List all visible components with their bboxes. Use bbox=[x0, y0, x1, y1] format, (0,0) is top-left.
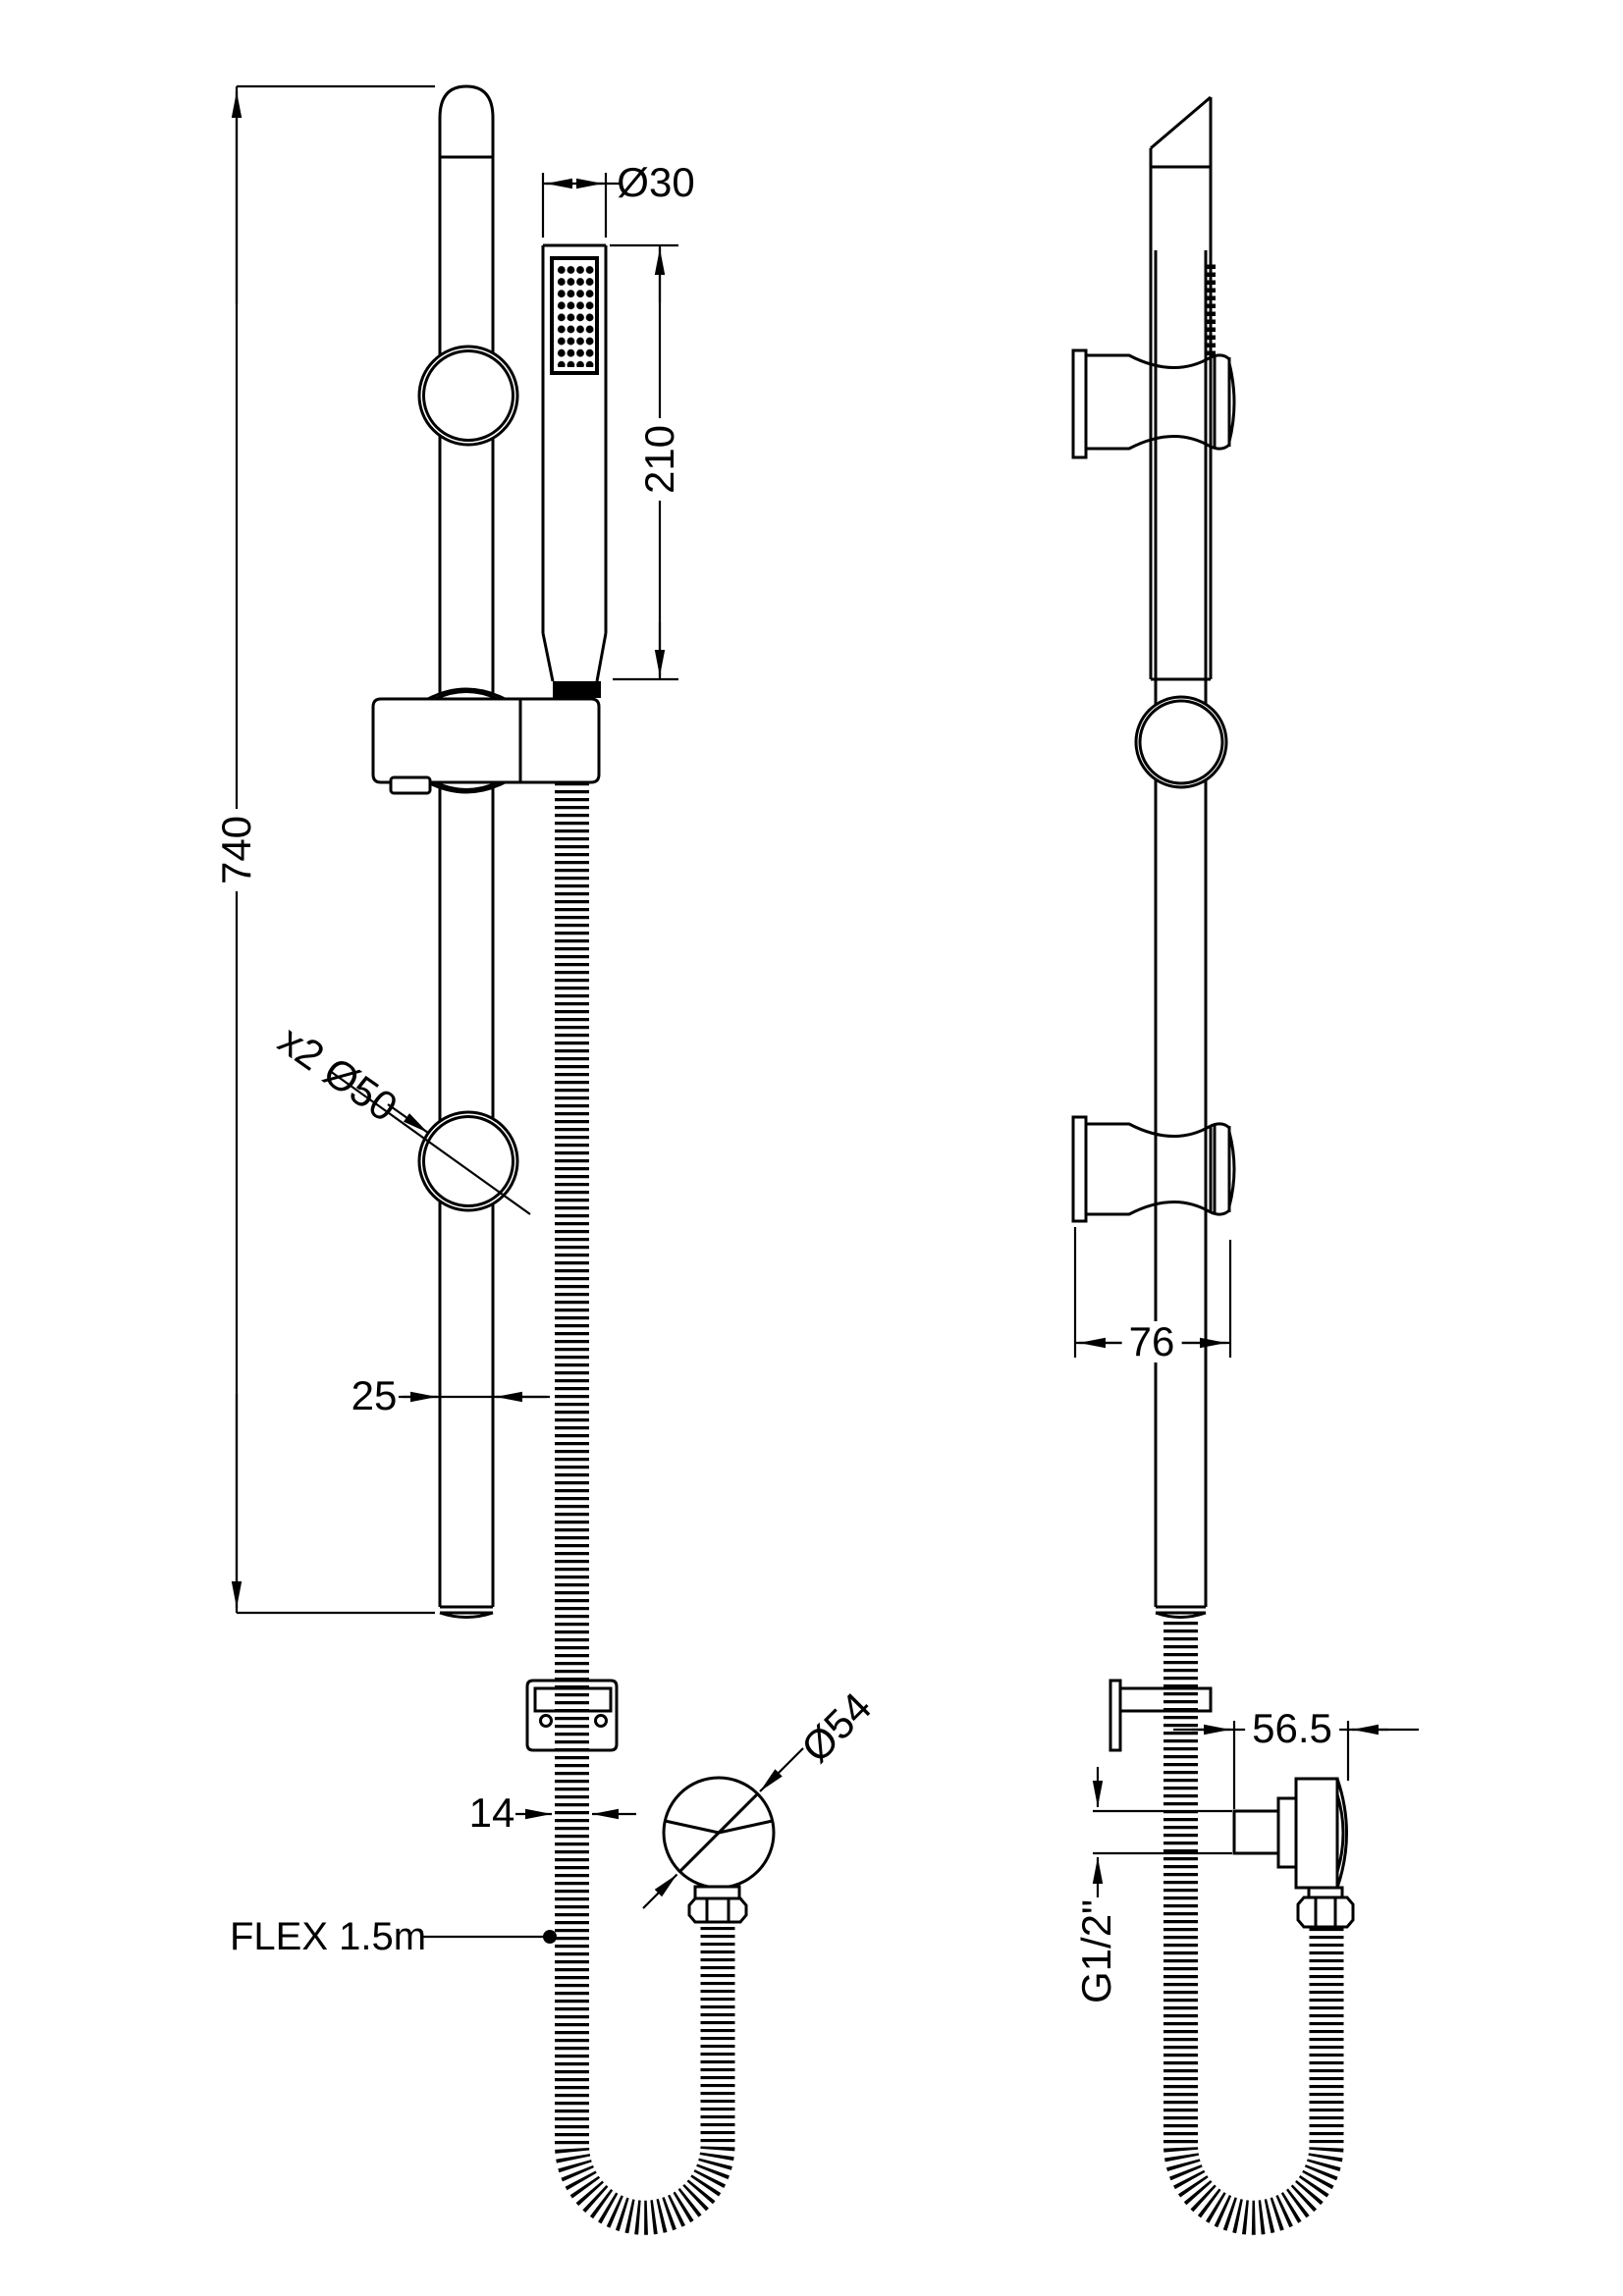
dim-g12-lines bbox=[1093, 1767, 1232, 1897]
hose-length-note-label: FLEX 1.5m bbox=[229, 1915, 427, 1958]
dim-outlet-diameter-label: Ø54 bbox=[791, 1682, 881, 1772]
front-flex-hose bbox=[572, 782, 719, 2217]
dimension-lines bbox=[237, 86, 1419, 1944]
side-rail bbox=[1156, 250, 1206, 1618]
dim-handset-diameter-label: Ø30 bbox=[617, 159, 695, 205]
front-rail bbox=[440, 86, 493, 1618]
side-knob bbox=[1136, 697, 1226, 787]
dim-hose-diameter-label: 14 bbox=[468, 1789, 515, 1836]
front-handset bbox=[543, 245, 606, 698]
side-wall-outlet bbox=[1234, 1779, 1353, 1927]
front-slider-bracket bbox=[373, 689, 599, 793]
handset-hose-nut bbox=[553, 681, 601, 698]
dim-overall-height-label: 740 bbox=[216, 809, 257, 891]
spray-nozzles bbox=[557, 262, 594, 367]
front-wall-outlet bbox=[664, 1778, 774, 1922]
dim-outlet-projection-label: 56.5 bbox=[1245, 1708, 1339, 1749]
side-bottom-bracket bbox=[1073, 1117, 1234, 1221]
front-hose-clamp bbox=[527, 1681, 617, 1750]
dim-knob-diameter-label: x2 Ø50 bbox=[270, 1016, 406, 1131]
dim-handset-length-label: 210 bbox=[639, 418, 680, 501]
front-upper-knob bbox=[419, 347, 517, 445]
dim-rail-diameter-label: 25 bbox=[351, 1372, 398, 1418]
dim-740-lines bbox=[237, 86, 435, 1613]
dim-thread-size-label: G1/2" bbox=[1073, 1899, 1119, 2003]
dim-bracket-width-label: 76 bbox=[1122, 1321, 1182, 1362]
dim-o30-lines bbox=[543, 173, 620, 238]
front-view bbox=[373, 86, 774, 2217]
side-top-bracket bbox=[1073, 350, 1234, 457]
flex-leader bbox=[420, 1930, 557, 1944]
